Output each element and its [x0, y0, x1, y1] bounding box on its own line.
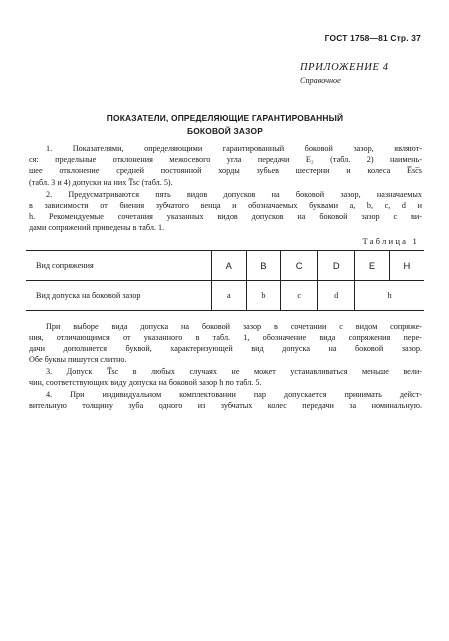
- text-line: чин, соответствующих виду допуска на боковой зазор h по табл. 5.: [29, 378, 262, 387]
- table-cell: D: [318, 251, 355, 281]
- section-title-line-2: БОКОВОЙ ЗАЗОР: [187, 126, 263, 136]
- table-cell: E: [355, 251, 390, 281]
- text-line: ния, отличающимся от указанного в табл. 1, обозначение вида сопряжения пере-: [29, 333, 422, 342]
- text-line: в зависимости от биения зубчатого венца и обозначаемых буквами a, b, c, d и: [29, 201, 422, 210]
- text-line: 4. При индивидуальном комплектовании пар допускается принимать дейст-: [46, 390, 422, 399]
- text-line: вительную толщину зуба одного из зубчатых колес передачи за номинальную.: [29, 401, 422, 410]
- table-row: [26, 281, 424, 311]
- table-cell: d: [318, 281, 355, 311]
- text-line: ся: предельные отклонения межосевого угла передачи E₂ (табл. 2) наимень-: [29, 155, 422, 164]
- table-cell: b: [246, 281, 281, 311]
- text-line: 3. Допуск T̅sc в любых случаях не может устанавливаться меньше вели-: [46, 367, 422, 376]
- table-cell: C: [281, 251, 318, 281]
- text-line: При выборе вида допуска на боковой зазор в сочетании с видом сопряже-: [46, 322, 422, 331]
- appendix-title: ПРИЛОЖЕНИЕ 4: [300, 62, 389, 73]
- table-cell: a: [212, 281, 247, 311]
- appendix-subtitle: Справочное: [300, 76, 341, 85]
- text-line: Обе буквы пишутся слитно.: [29, 355, 127, 364]
- table-cell: H: [389, 251, 424, 281]
- text-line: дами сопряжений приведены в табл. 1.: [29, 223, 165, 232]
- section-title-line-1: ПОКАЗАТЕЛИ, ОПРЕДЕЛЯЮЩИЕ ГАРАНТИРОВАННЫЙ: [106, 113, 344, 123]
- text-line: 1. Показателями, определяющими гарантированный боковой зазор, являют-: [46, 144, 422, 153]
- table-cell: h: [355, 281, 424, 311]
- table-row-label: Вид допуска на боковой зазор: [26, 281, 212, 311]
- text-line: шее отклонение средней постоянной хорды зубьев шестерни и колеса E̅sc̅s: [29, 166, 422, 175]
- mating-tolerance-table: [26, 250, 424, 311]
- text-line: (табл. 3 и 4) допуски на них T̅sc (табл. 5).: [29, 178, 173, 187]
- text-line: 2. Предусматриваются пять видов допусков на боковой зазор, назначаемых: [46, 190, 422, 199]
- page-header: ГОСТ 1758—81 Стр. 37: [324, 33, 421, 43]
- table-cell: A: [212, 251, 247, 281]
- table-cell: B: [246, 251, 281, 281]
- table-row-label: Вид сопряжения: [26, 251, 212, 281]
- text-line: дачи дополняется буквой, характеризующей вид допуска на боковой зазор.: [29, 344, 422, 353]
- text-line: h. Рекомендуемые сочетания указанных видов допусков на боковой зазор с ви-: [29, 212, 422, 221]
- table-cell: c: [281, 281, 318, 311]
- table-row: [26, 251, 424, 281]
- table-caption: Таблица 1: [362, 236, 419, 246]
